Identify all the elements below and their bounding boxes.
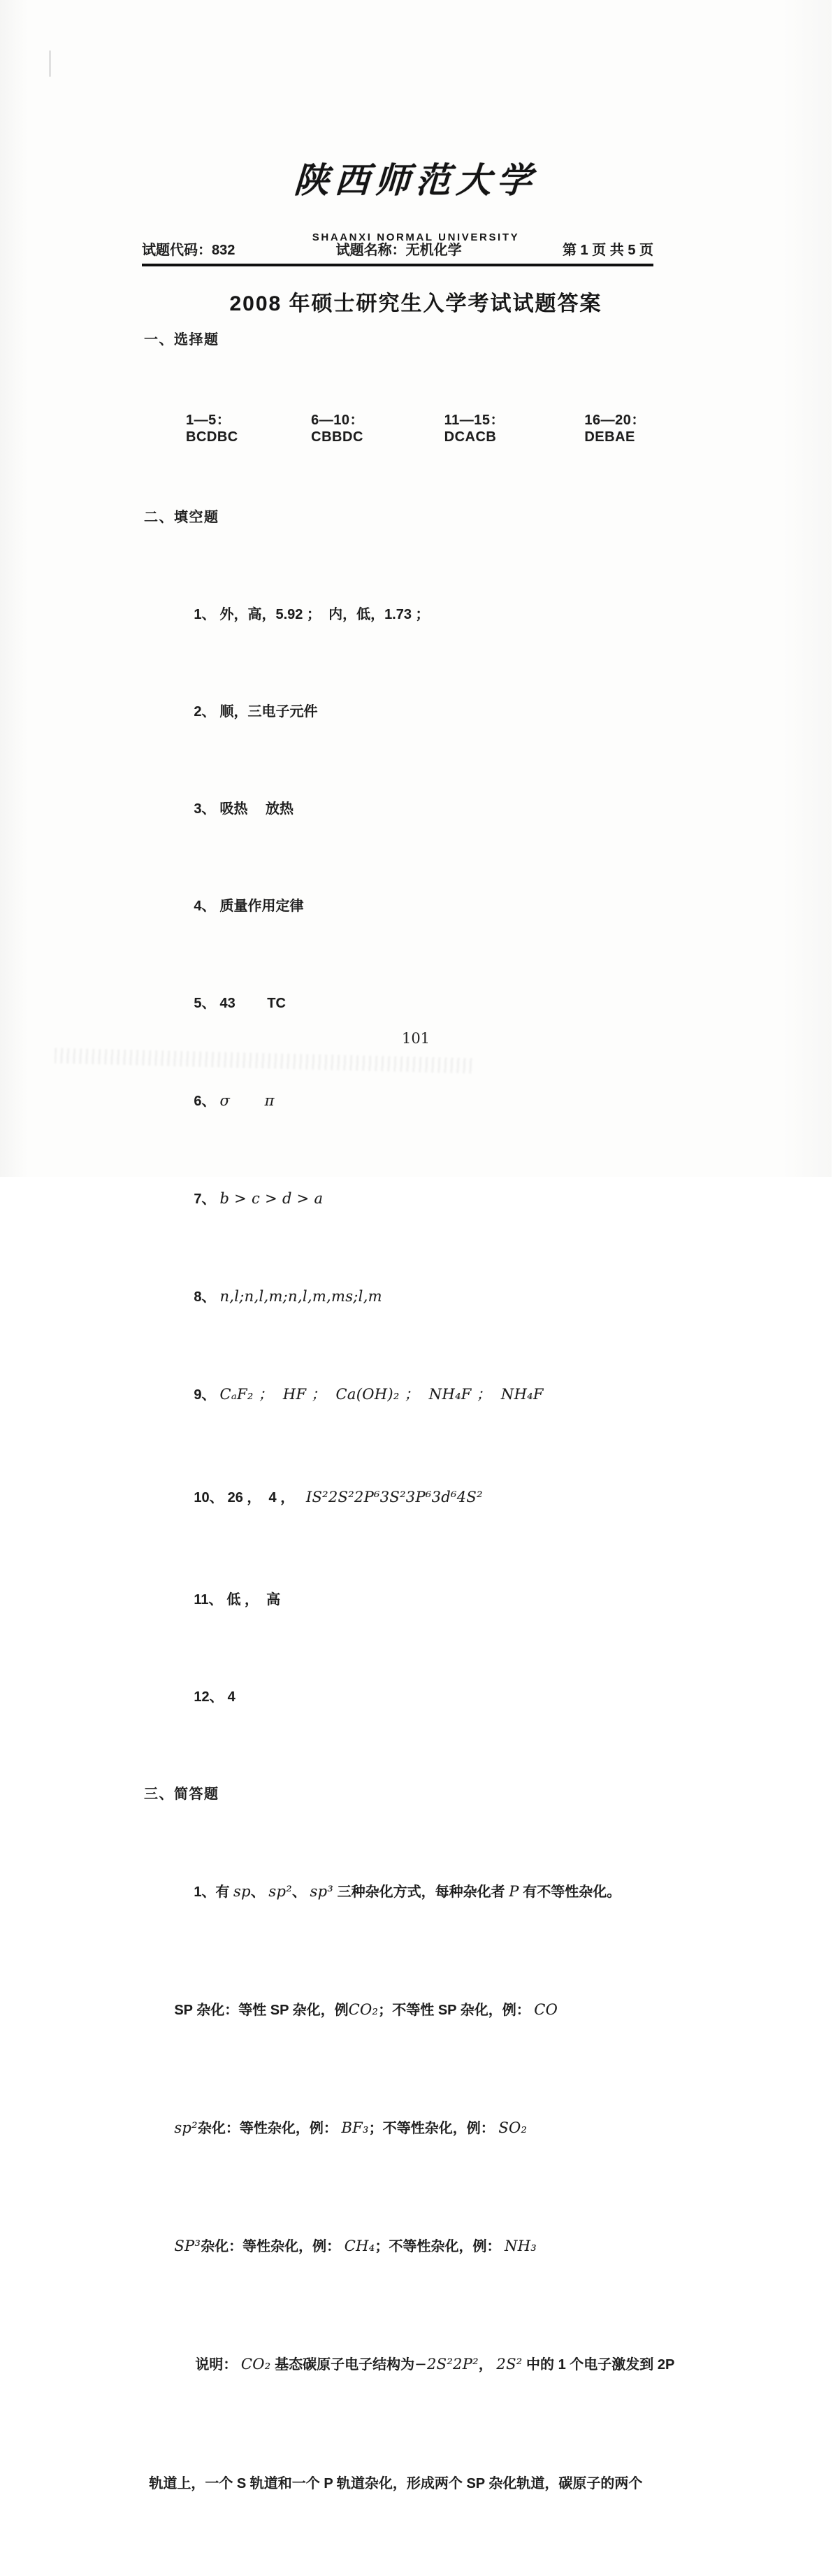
formula-segment: BF₃ bbox=[341, 2119, 369, 2136]
text-segment: 三种杂化方式，每种杂化者 bbox=[333, 1884, 509, 1900]
university-logo-subtitle: SHAANXI NORMAL UNIVERSITY bbox=[312, 231, 520, 243]
item-number: 12、 bbox=[194, 1689, 224, 1705]
formula-segment: SO₂ bbox=[498, 2119, 528, 2136]
choice-group-2: 6—10：CBBDC bbox=[311, 413, 365, 445]
fill-item-9 bbox=[126, 1369, 693, 1420]
text-segment: 中的 1 个电子激发到 2P bbox=[522, 2357, 675, 2373]
formula-segment: sp bbox=[233, 1883, 251, 1900]
sp2-hybridization-line bbox=[126, 2103, 693, 2154]
item-formula: b > c > d > a bbox=[219, 1190, 324, 1207]
item-number: 10、 bbox=[194, 1490, 224, 1505]
item-formula: IS²2S²2P⁶3S²3P⁶3d⁶4S² bbox=[305, 1489, 483, 1505]
fill-item-5 bbox=[126, 978, 693, 1029]
short-answer-q1 bbox=[126, 1866, 693, 1917]
text-segment: ；不等性杂化，例： bbox=[368, 2121, 499, 2136]
item-number: 5、 bbox=[194, 996, 216, 1011]
text-segment: 1、有 bbox=[194, 1884, 234, 1900]
page-indicator: 第 1 页 共 5 页 bbox=[562, 243, 653, 258]
fill-item-8 bbox=[126, 1271, 693, 1322]
item-number: 3、 bbox=[194, 801, 216, 817]
text-segment: 、 bbox=[291, 1884, 310, 1900]
section-short-answer-heading: 三、简答题 bbox=[144, 1787, 219, 1802]
page-title: 2008 年硕士研究生入学考试试题答案 bbox=[229, 292, 602, 315]
fill-item-4 bbox=[126, 881, 693, 931]
item-text: 吸热 放热 bbox=[219, 801, 294, 817]
item-number: 1、 bbox=[194, 607, 216, 622]
fill-item-11 bbox=[126, 1575, 693, 1625]
text-segment: ；不等性 SP 杂化，例： bbox=[378, 2003, 535, 2018]
formula-segment: CO bbox=[534, 2001, 558, 2018]
section-choice-heading: 一、选择题 bbox=[144, 332, 219, 348]
item-text: 43 TC bbox=[219, 996, 286, 1011]
formula-segment: sp² bbox=[268, 1883, 292, 1900]
item-text: 26 ， 4 ， bbox=[227, 1490, 306, 1505]
answer-body bbox=[126, 281, 693, 2576]
choice-group-4: 16—20：DEBAE bbox=[584, 413, 646, 445]
formula-segment: −2S²2P² bbox=[414, 2356, 479, 2373]
sp-hybridization-line bbox=[126, 1984, 693, 2035]
item-formula: σ π bbox=[219, 1092, 275, 1109]
choice-group-1: 1—5：BCDBC bbox=[186, 413, 238, 445]
choice-group-3: 11—15：DCACB bbox=[444, 413, 505, 445]
fill-item-1 bbox=[126, 589, 693, 640]
university-logo-calligraphy: 陕西师范大学 bbox=[293, 159, 539, 201]
text-segment: 轨道上，一个 S 轨道和一个 P 轨道杂化，形成两个 SP 杂化轨道，碳原子的两个 bbox=[149, 2476, 643, 2491]
item-number: 4、 bbox=[194, 899, 216, 914]
formula-segment: sp³ bbox=[310, 1883, 334, 1900]
exam-meta-row bbox=[142, 238, 653, 266]
item-text: 质量作用定律 bbox=[219, 899, 304, 914]
choice-answers-row bbox=[126, 412, 693, 445]
fill-item-3 bbox=[126, 784, 693, 834]
exam-subject: 试题名称：无机化学 bbox=[335, 243, 462, 258]
item-number: 2、 bbox=[194, 704, 216, 720]
text-segment: SP 杂化：等性 SP 杂化，例 bbox=[174, 2003, 349, 2018]
section-fill-heading: 二、填空题 bbox=[144, 510, 219, 525]
fill-item-10 bbox=[126, 1472, 693, 1523]
formula-segment: sp² bbox=[174, 2119, 198, 2136]
item-number: 8、 bbox=[194, 1289, 216, 1305]
text-segment: 、 bbox=[250, 1884, 269, 1900]
text-segment: 杂化：等性杂化，例： bbox=[197, 2121, 342, 2136]
formula-segment: 2S² bbox=[496, 2356, 523, 2373]
formula-segment: CO₂ bbox=[240, 2356, 271, 2373]
text-segment: ， bbox=[478, 2357, 497, 2373]
item-text: 低 ， 高 bbox=[226, 1592, 281, 1608]
fill-item-12 bbox=[126, 1672, 693, 1722]
item-formula: CₐF₂ ； HF ； Ca(OH)₂ ； NH₄F ； NH₄F bbox=[219, 1386, 544, 1403]
sp3-hybridization-line bbox=[126, 2221, 693, 2272]
item-text: 4 bbox=[227, 1689, 236, 1705]
explanation-line bbox=[126, 2339, 693, 2390]
explanation-continuation-line bbox=[126, 2459, 693, 2509]
text-segment: 说明： bbox=[195, 2357, 241, 2373]
formula-segment: CH₄ bbox=[344, 2238, 375, 2254]
item-number: 7、 bbox=[194, 1192, 216, 1207]
formula-segment: SP³ bbox=[174, 2238, 201, 2254]
item-number: 9、 bbox=[194, 1387, 216, 1403]
item-text: 顺，三电子元件 bbox=[219, 704, 318, 720]
item-number: 6、 bbox=[194, 1094, 216, 1109]
item-number: 11、 bbox=[194, 1592, 223, 1608]
fill-item-7 bbox=[126, 1173, 693, 1224]
formula-segment: NH₃ bbox=[505, 2238, 537, 2254]
item-formula: n,l;n,l,m;n,l,m,ms;l,m bbox=[219, 1288, 382, 1305]
text-segment: ；不等性杂化，例： bbox=[375, 2239, 505, 2254]
item-text: 外，高，5.92 ； 内，低，1.73 ； bbox=[219, 607, 430, 622]
page-number: 101 bbox=[401, 1030, 430, 1047]
text-segment: 杂化：等性杂化，例： bbox=[201, 2239, 345, 2254]
fill-item-2 bbox=[126, 687, 693, 737]
text-segment: 基态碳原子电子结构为 bbox=[270, 2357, 415, 2373]
formula-segment: P bbox=[509, 1883, 519, 1900]
scan-edge-artifact bbox=[49, 50, 51, 77]
formula-segment: CO₂ bbox=[348, 2001, 379, 2018]
fill-item-6 bbox=[126, 1075, 693, 1126]
text-segment: 有不等性杂化。 bbox=[519, 1884, 621, 1900]
exam-code: 试题代码：832 bbox=[142, 243, 236, 258]
